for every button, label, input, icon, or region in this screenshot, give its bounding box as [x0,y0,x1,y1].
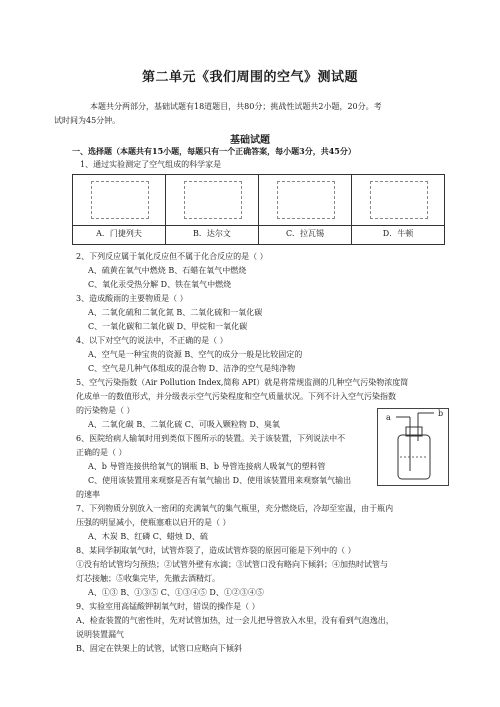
q1-option-b [166,175,259,245]
q3-options-line-1: A、二氧化硫和二氧化氮 B、二氧化硫和一氧化碳 [88,308,263,317]
q6-options-line-3: 的速率 [76,490,100,499]
option-label: C．拉瓦锡 [285,229,325,238]
intro-line-2: 试时间为45分钟。 [54,116,121,125]
portrait-stamp-icon [91,181,149,219]
q5-stem-line-2: 化成单一的数值形式，并分级表示空气污染程度和空气质量状况。下列不计入空气污染指数 [76,392,396,401]
q1-option-a [73,175,166,245]
q9-option-a-line-2: 说明装置漏气 [76,630,124,639]
q9-option-b: B、固定在铁架上的试管，试管口应略向下倾斜 [76,644,242,653]
q4-options-line-2: C、空气是几种气体组成的混合物 D、洁净的空气是纯净物 [88,364,296,373]
gas-washing-bottle-figure [377,408,449,486]
q8-stem-line-2: ①没有给试管均匀预热；②试管外壁有水滴；③试管口没有略向下倾斜；④加热时试管与 [76,560,388,569]
stamp-image-d [352,175,444,226]
q7-options-line: A、木炭 B、红磷 C、蜡烛 D、硫 [88,532,208,541]
q1-option-d [352,175,445,245]
q2-options-line-1: A、硫黄在氧气中燃烧 B、石蜡在氧气中燃烧 [88,266,247,275]
question-1-stem: 1、通过实验测定了空气组成的科学家是 [80,160,222,169]
q9-option-a-line-1: A、检查装置的气密性时，先对试管加热，过一会儿把导管放入水里，没有看到气泡逸出， [76,616,394,625]
option-label: A．门捷列夫 [96,229,142,238]
portrait-stamp-icon [277,181,335,219]
question-7-stem: 7、下列物质分别放入一密闭的充满氧气的集气瓶里，充分燃烧后，冷却至室温，由于瓶内 [76,504,394,513]
q1-portrait-table [72,174,445,245]
stamp-image-c [259,175,351,226]
question-2-stem: 2、下列反应属于氧化反应但不属于化合反应的是（ ） [76,252,268,261]
bottle-diagram-icon [378,409,448,485]
label-a: a [386,413,391,422]
question-6-stem: 6、医院给病人输氧时用到类似下图所示的装置。关于该装置，下列说法中不 [76,434,346,443]
q1-option-c [259,175,352,245]
page-title: 第二单元《我们周围的空气》测试题 [141,70,358,85]
q2-options-line-2: C、氧化汞受热分解 D、铁在氧气中燃烧 [88,280,232,289]
q3-options-line-2: C、一氧化碳和二氧化碳 D、甲烷和一氧化碳 [88,322,248,331]
stamp-image-a [73,175,165,226]
q8-stem-line-3: 灯芯接触；⑤收集完毕，先撤去酒精灯。 [76,574,220,583]
q7-stem-line-2: 压强的明显减小，使瓶塞难以启开的是（ ） [76,518,231,527]
portrait-stamp-icon [184,181,242,219]
q5-stem-line-3: 的污染物是（ ） [76,406,135,415]
question-3-stem: 3、造成酸雨的主要物质是（ ） [76,294,188,303]
question-9-stem: 9、实验室用高锰酸钾制氧气时，错误的操作是（ ） [76,602,260,611]
q4-options-line-1: A、空气是一种宝贵的资源 B、空气的成分一般是比较固定的 [88,350,303,359]
question-4-stem: 4、以下对空气的说法中，不正确的是（ ） [76,336,228,345]
label-b: b [438,409,444,418]
q6-options-line-2: C、使用该装置用来观察是否有氧气输出 D、使用该装置用来观察氧气输出 [88,476,352,485]
question-5-stem: 5、空气污染指数（Air Pollution Index,简称 API）就是将常规监测的几种空气污染物浓度简 [76,378,409,387]
intro-line-1: 本题共分两部分，基础试题有18道题目，共80分；挑战性试题共2小题，20分。考 [90,102,382,111]
portrait-stamp-icon [370,181,428,219]
q5-options-line: A、二氧化碳 B、二氧化硫 C、可吸入颗粒物 D、臭氧 [88,420,280,429]
q6-stem-line-2: 正确的是（ ） [76,448,127,457]
intro-paragraph [54,100,442,128]
question-8-stem: 8、某同学制取氧气时，试管炸裂了，造成试管炸裂的原因可能是下列中的（ ） [76,546,356,555]
option-label: B．达尔文 [193,229,231,238]
stamp-image-b [166,175,258,226]
section-subheading: 一、选择题（本题共有15小题，每题只有一个正确答案，每小题3分，共45分） [72,146,356,156]
option-label: D．牛顿 [382,229,414,238]
q8-options-line: A、①③ B、①③⑤ C、①③④⑤ D、①②③④⑤ [88,588,264,597]
q6-options-line-1: A、b 导管连接供给氧气的钢瓶 B、b 导管连接病人吸氧气的塑料管 [88,462,326,471]
section-heading: 基础试题 [230,135,270,146]
